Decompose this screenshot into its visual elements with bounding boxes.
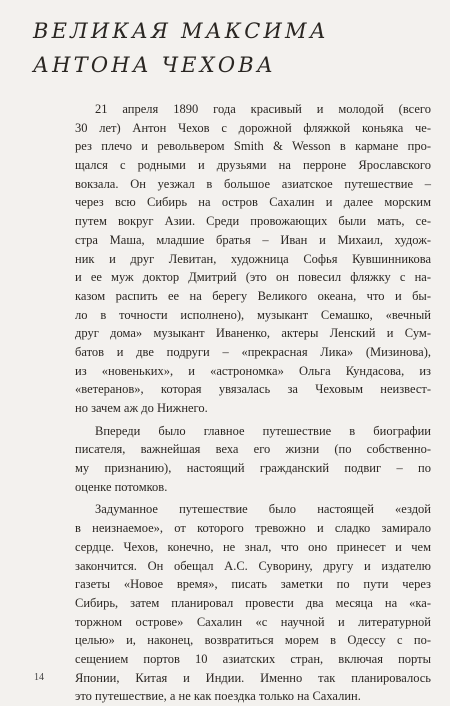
text-line: и ее муж доктор Дмитрий (это он повесил фляжку с на- [75,270,431,285]
text-line: через всю Сибирь на остров Сахалин и далее морским [75,195,431,210]
text-line: ник и друг Левитан, художница Софья Кувшинникова [75,251,431,266]
text-line: из «новеньких», и «астрономка» Ольга Кундасова, из [75,363,431,378]
text-line: это путешествие, а не как поездка только на Сахалин. [75,689,361,704]
body-text [75,100,431,706]
text-line: батов и две подруги – «прекрасная Лика» (Мизинова), [75,344,431,359]
text-line: казом распить ее на берегу Великого океана, что и бы- [75,288,431,303]
text-line: «ветеранов», которая увязалась за Чеховым неизвест- [75,382,431,397]
text-line: щался с родными и друзьями на перроне Ярославского [75,158,431,173]
text-line: рез плечо и револьвером Smith & Wesson в кармане про- [75,139,431,154]
text-line: писателя, важнейшая веха его жизни (по собственно- [75,442,431,457]
text-line: газеты «Новое время», писать заметки по пути через [75,577,431,592]
text-line: друг дома» музыкант Иваненко, актеры Ленский и Сум- [75,326,431,341]
text-line: 21 апреля 1890 года красивый и молодой (всего [95,102,431,116]
text-line: Японии, Китая и Индии. Именно так планировалось [75,670,431,685]
paragraph [75,422,431,497]
text-line: целью» и, наконец, возвратиться морем в Одессу с по- [75,633,431,648]
paragraph [75,100,431,418]
text-line: вокзала. Он уезжал в большое азиатское путешествие – [75,176,431,191]
text-line: оценке потомков. [75,479,168,494]
text-line: торжном острове» Сахалин «с научной и литературной [75,614,431,629]
text-line: в неизнаемое», от которого тревожно и сладко замирало [75,521,431,536]
chapter-title-line-2: АНТОНА ЧЕХОВА [33,53,276,77]
paragraph [75,500,431,706]
text-line: закончится. Он обещал А.С. Суворину, другу и издателю [75,558,431,573]
text-line: Сибирь, затем планировал провести два месяца на «ка- [75,595,431,610]
page-number: 14 [34,672,44,683]
text-line: Задуманное путешествие было настоящей «ездой [95,502,431,517]
text-line: ло в точности исполнено), музыкант Семашко, «вечный [75,307,431,322]
text-line: сещением портов 10 азиатских стран, включая порты [75,651,431,666]
text-line: но зачем аж до Нижнего. [75,401,208,415]
text-line: стра Маша, младшие братья – Иван и Михаил, худож- [75,232,431,247]
chapter-title-line-1: ВЕЛИКАЯ МАКСИМА [33,19,329,43]
text-line: сердце. Чехов, конечно, не знал, что оно принесет и чем [75,539,431,554]
chapter-title [33,14,329,82]
text-line: путем вокруг Азии. Среди провожающих были мать, се- [75,214,431,229]
text-line: Впереди было главное путешествие в биографии [95,423,431,438]
text-line: му признанию), настоящий гражданский подвиг – по [75,461,431,476]
text-line: 30 лет) Антон Чехов с дорожной фляжкой коньяка че- [75,120,431,135]
